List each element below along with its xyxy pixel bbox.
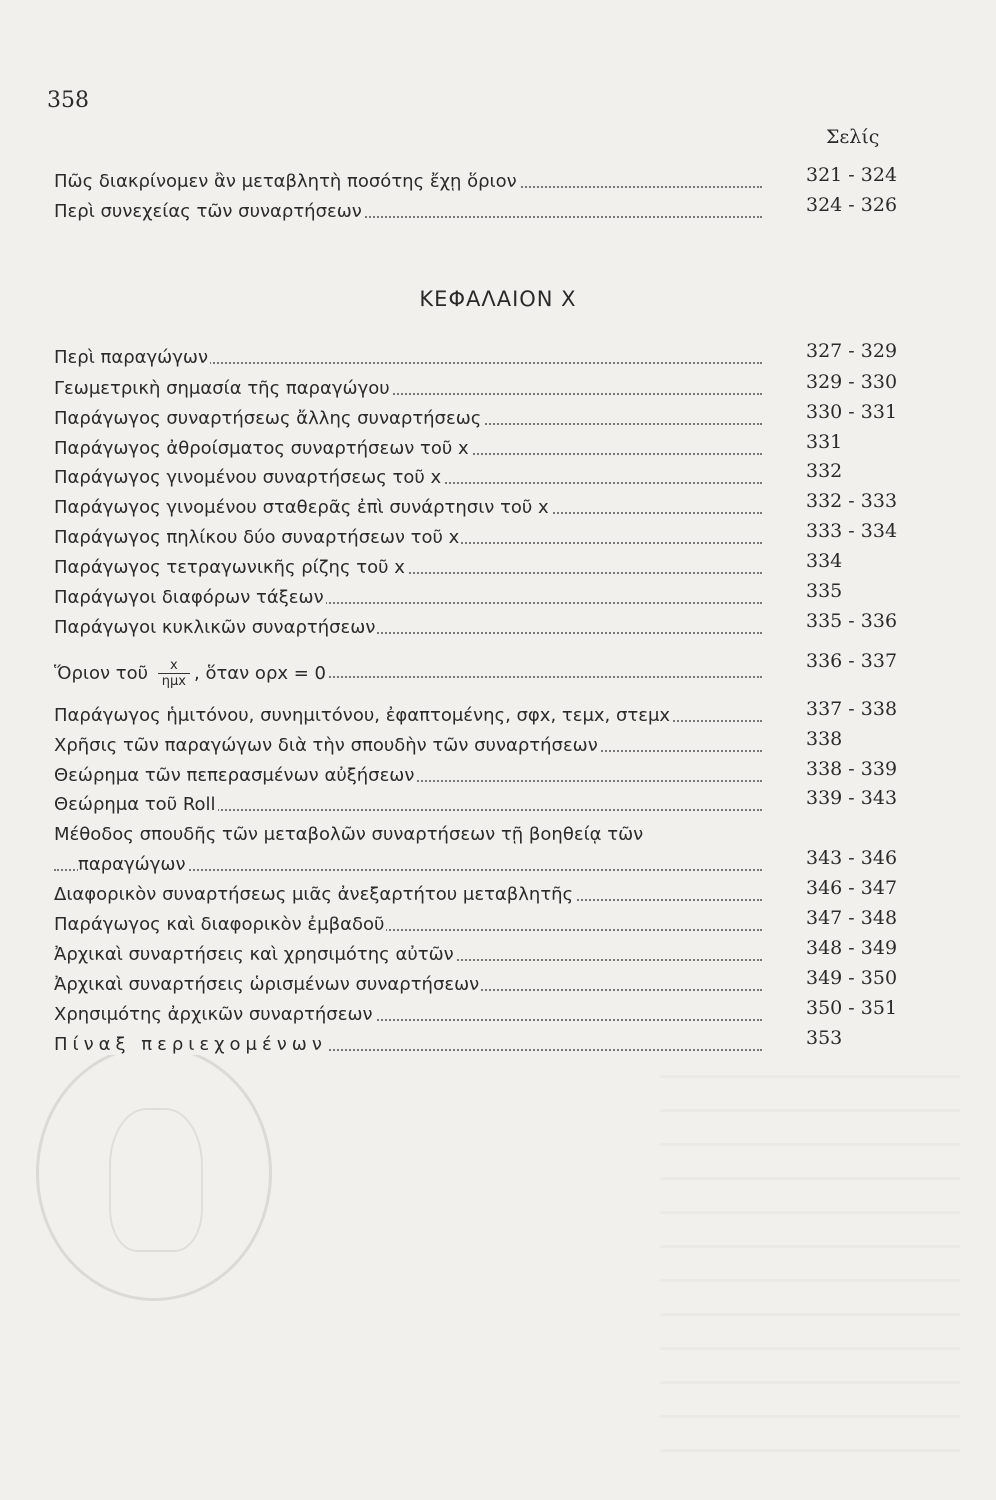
entry-pages: 343 - 346 [806, 847, 898, 869]
toc-entry [54, 166, 914, 196]
entry-pages: 336 - 337 [806, 650, 898, 672]
toc-entry [54, 403, 914, 433]
entry-title: Θεώρημα τῶν πεπερασμένων αὐξήσεων [54, 765, 415, 786]
entry-title: Παράγωγος συναρτήσεως ἄλλης συναρτήσεως [54, 408, 482, 429]
toc-entry-line [54, 819, 914, 849]
toc-entry [54, 612, 914, 642]
entry-title: Μέθοδος σπουδῆς τῶν μεταβολῶν συναρτήσεων τῇ βοηθείᾳ τῶν [54, 824, 644, 845]
entry-pages: 330 - 331 [806, 401, 898, 423]
entry-pages: 324 - 326 [806, 194, 898, 216]
limit-prefix: Ὅριον τοῦ [54, 662, 149, 684]
entry-title: Πῶς διακρίνομεν ἂν μεταβλητὴ ποσότης ἔχῃ ὅριον [54, 171, 517, 192]
limit-suffix: , ὅταν ορx = 0 [194, 662, 327, 684]
entry-pages: 334 [806, 550, 843, 572]
toc-entry [54, 522, 914, 552]
toc-entry [54, 789, 914, 819]
entry-pages: 349 - 350 [806, 967, 898, 989]
entry-pages: 327 - 329 [806, 340, 898, 362]
toc-entry [54, 730, 914, 760]
toc-entry [54, 462, 914, 492]
fraction-denominator: ημx [161, 674, 186, 690]
entry-title: Παράγωγος τετραγωνικῆς ρίζης τοῦ x [54, 557, 405, 578]
entry-title: Περὶ παραγώγων [54, 347, 209, 368]
toc-entry [54, 939, 914, 969]
entry-pages: 321 - 324 [806, 164, 898, 186]
entry-pages: 333 - 334 [806, 520, 898, 542]
entry-title: Παράγωγος γινομένου συναρτήσεως τοῦ x [54, 467, 442, 488]
entry-title [54, 658, 328, 690]
entry-pages: 329 - 330 [806, 371, 898, 393]
entry-title: Διαφορικὸν συναρτήσεως μιᾶς ἀνεξαρτήτου μεταβλητῆς [54, 884, 574, 905]
fraction-numerator: x [158, 658, 190, 675]
stamp-figure [109, 1108, 203, 1252]
entry-title: Χρησιμότης ἀρχικῶν συναρτήσεων [54, 1004, 373, 1025]
chapter-title: ΚΕΦΑΛΑΙΟΝ X [419, 287, 577, 311]
entry-pages: 332 - 333 [806, 490, 898, 512]
entry-pages: 339 - 343 [806, 787, 898, 809]
entry-title: Παράγωγος γινομένου σταθερᾶς ἐπὶ συνάρτησιν τοῦ x [54, 497, 549, 518]
toc-entry [54, 849, 914, 879]
library-stamp [36, 1045, 272, 1301]
entry-title: Θεώρημα τοῦ Roll [54, 794, 216, 815]
entry-pages: 347 - 348 [806, 907, 898, 929]
entry-title: παραγώγων [78, 854, 186, 875]
toc-entry [54, 342, 914, 372]
toc-entry [54, 700, 914, 730]
show-through-text [660, 1075, 960, 1455]
fraction [158, 658, 190, 690]
toc-entry [54, 582, 914, 612]
entry-pages: 331 [806, 431, 843, 453]
entry-pages: 338 [806, 728, 843, 750]
entry-pages: 348 - 349 [806, 937, 898, 959]
entry-pages: 337 - 338 [806, 698, 898, 720]
entry-pages: 338 - 339 [806, 758, 898, 780]
toc-entry [54, 879, 914, 909]
toc-entry [54, 999, 914, 1029]
entry-title: Ἀρχικαὶ συναρτήσεις καὶ χρησιμότης αὐτῶν [54, 944, 454, 965]
entry-title: Παράγωγος πηλίκου δύο συναρτήσεων τοῦ x [54, 527, 460, 548]
toc-entry [54, 373, 914, 403]
entry-title: Ἀρχικαὶ συναρτήσεις ὡρισμένων συναρτήσεων [54, 974, 480, 995]
entry-title: Πίναξ περιεχομένων [54, 1034, 327, 1055]
entry-title: Περὶ συνεχείας τῶν συναρτήσεων [54, 201, 362, 222]
entry-pages: 350 - 351 [806, 997, 898, 1019]
toc-entry [54, 552, 914, 582]
toc-entry-limit [54, 650, 914, 696]
entry-pages: 335 [806, 580, 843, 602]
entry-pages: 353 [806, 1027, 843, 1049]
toc-entry [54, 196, 914, 226]
toc-entry [54, 909, 914, 939]
entry-title: Παράγωγοι κυκλικῶν συναρτήσεων [54, 617, 376, 638]
entry-title: Παράγωγος ἀθροίσματος συναρτήσεων τοῦ x [54, 438, 469, 459]
toc-entry [54, 1029, 914, 1059]
entry-title: Χρῆσις τῶν παραγώγων διὰ τὴν σπουδὴν τῶν συναρτήσεων [54, 735, 598, 756]
page-number: 358 [47, 88, 89, 113]
entry-title: Παράγωγος καὶ διαφορικὸν ἐμβαδοῦ [54, 914, 385, 935]
toc-entry [54, 492, 914, 522]
entry-pages: 335 - 336 [806, 610, 898, 632]
entry-title: Γεωμετρικὴ σημασία τῆς παραγώγου [54, 378, 390, 399]
toc-entry [54, 433, 914, 463]
entry-title: Παράγωγος ἡμιτόνου, συνημιτόνου, ἐφαπτομένης, σφx, τεμx, στεμx [54, 705, 671, 726]
pages-column-heading: Σελίς [826, 126, 880, 148]
entry-pages: 332 [806, 460, 843, 482]
toc-entry [54, 969, 914, 999]
entry-pages: 346 - 347 [806, 877, 898, 899]
entry-title: Παράγωγοι διαφόρων τάξεων [54, 587, 324, 608]
toc-entry [54, 760, 914, 790]
